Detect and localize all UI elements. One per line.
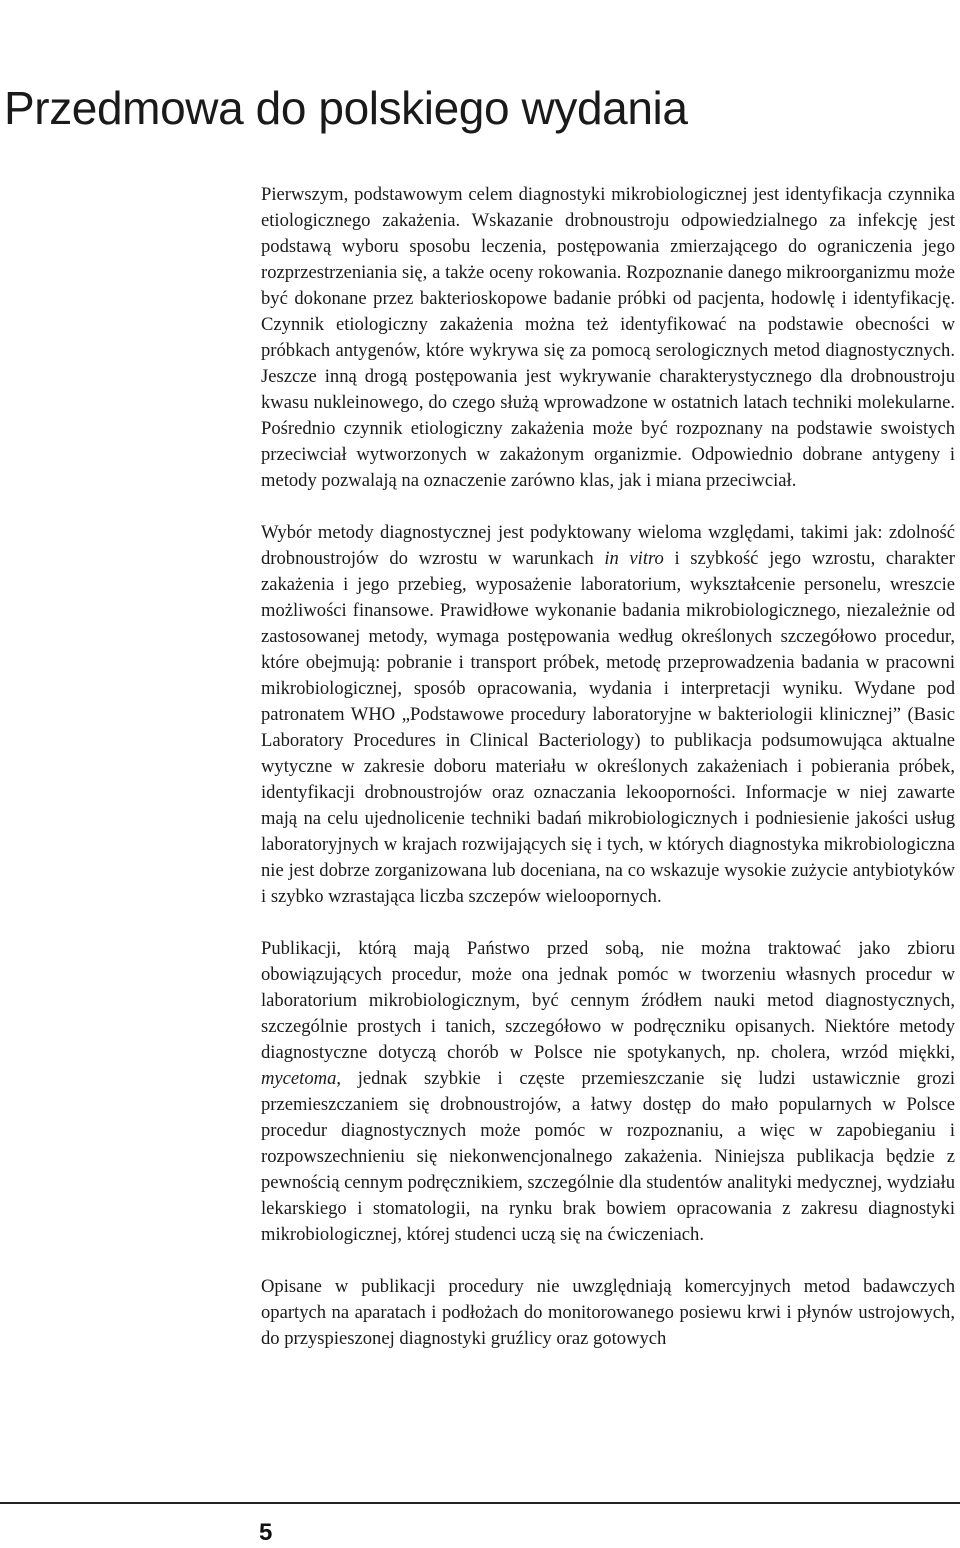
body-text	[261, 182, 955, 1378]
paragraph-4: Opisane w publikacji procedury nie uwzględniają komercyjnych metod badawczych opartych na aparatach i podłożach do monitorowanego posiewu krwi i płynów ustrojowych, do przyspieszonej diagnostyki gruźlicy oraz gotowych	[261, 1276, 955, 1349]
page-title: Przedmowa do polskiego wydania	[4, 82, 688, 134]
page-number: 5	[259, 1519, 273, 1546]
footer-rule	[0, 1502, 960, 1504]
paragraph-2: Wybór metody diagnostycznej jest podyktowany wieloma względami, takimi jak: zdolność drobnoustrojów do wzrostu w warunkach in vitro i szybkość jego wzrostu, charakter zakażenia i jego przebieg, wyposażenie laboratorium, wykształcenie personelu, wreszcie możliwości finansowe. Prawidłowe wykonanie badania mikrobiologicznego, niezależnie od zastosowanej metody, wymaga postępowania według określonych szczegółowo procedur, które obejmują: pobranie i transport próbek, metodę przeprowadzenia badania w pracowni mikrobiologicznej, sposób opracowania, wydania i interpretacji wyniku. Wydane pod patronatem WHO „Podstawowe procedury laboratoryjne w bakteriologii klinicznej” (Basic Laboratory Procedures in Clinical Bacteriology) to publikacja podsumowująca aktualne wytyczne w zakresie doboru materiału w określonych zakażeniach i pobierania próbek, identyfikacji drobnoustrojów oraz oznaczania lekooporności. Informacje w niej zawarte mają na celu ujednolicenie techniki badań mikrobiologicznych i podniesienie jakości usług laboratoryjnych w krajach rozwijających się i tych, w których diagnostyka mikrobiologiczna nie jest dobrze zorganizowana lub doceniana, na co wskazuje wysokie zużycie antybiotyków i szybko wzrastająca liczba szczepów wieloopornych.	[261, 522, 955, 907]
paragraph-3: Publikacji, którą mają Państwo przed sobą, nie można traktować jako zbioru obowiązujących procedur, może ona jednak pomóc w tworzeniu własnych procedur w laboratorium mikrobiologicznym, być cennym źródłem nauki metod diagnostycznych, szczególnie prostych i tanich, szczegółowo w podręczniku opisanych. Niektóre metody diagnostyczne dotyczą chorób w Polsce nie spotykanych, np. cholera, wrzód miękki, mycetoma, jednak szybkie i częste przemieszczanie się ludzi ustawicznie grozi przemieszczaniem się drobnoustrojów, a łatwy dostęp do mało popularnych w Polsce procedur diagnostycznych może pomóc w rozpoznaniu, a więc w zapobieganiu i rozpowszechnieniu się niekonwencjonalnego zakażenia. Niniejsza publikacja będzie z pewnością cennym podręcznikiem, szczególnie dla studentów analityki medycznej, wydziału lekarskiego i stomatologii, na rynku brak bowiem opracowania z zakresu diagnostyki mikrobiologicznej, której studenci uczą się na ćwiczeniach.	[261, 938, 955, 1245]
paragraph-1: Pierwszym, podstawowym celem diagnostyki mikrobiologicznej jest identyfikacja czynnika etiologicznego zakażenia. Wskazanie drobnoustroju odpowiedzialnego za infekcję jest podstawą wyboru sposobu leczenia, postępowania zmierzającego do ograniczenia jego rozprzestrzeniania się, a także oceny rokowania. Rozpoznanie danego mikroorganizmu może być dokonane przez bakterioskopowe badanie próbki od pacjenta, hodowlę i identyfikację. Czynnik etiologiczny zakażenia można też identyfikować na podstawie obecności w próbkach antygenów, które wykrywa się za pomocą serologicznych metod diagnostycznych. Jeszcze inną drogą postępowania jest wykrywanie charakterystycznego dla drobnoustroju kwasu nukleinowego, do czego służą wprowadzone w ostatnich latach techniki molekularne. Pośrednio czynnik etiologiczny zakażenia może być rozpoznany na podstawie swoistych przeciwciał wytworzonych w zakażonym organizmie. Odpowiednio dobrane antygeny i metody pozwalają na oznaczenie zarówno klas, jak i miana przeciwciał.	[261, 184, 955, 491]
